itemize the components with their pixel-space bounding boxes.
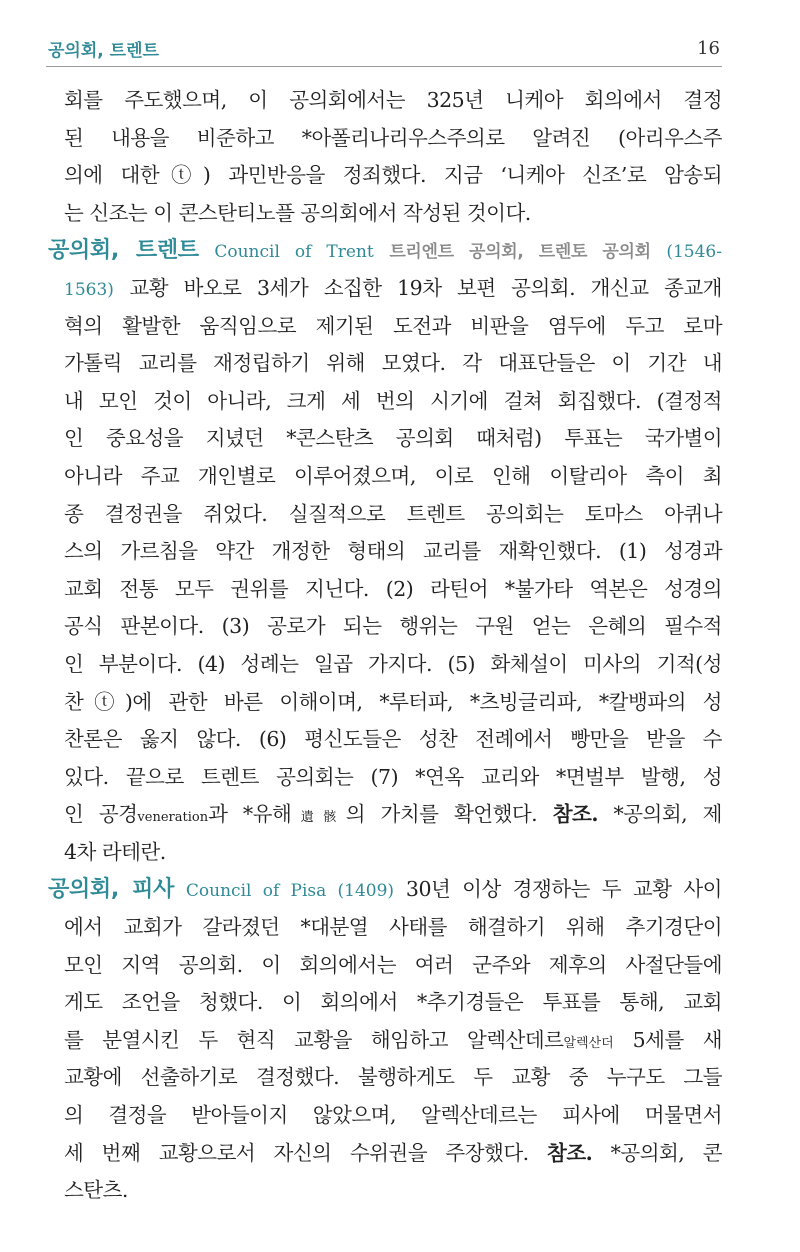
gloss: 알렉산더 [563,1035,614,1051]
entry-heading-line [48,232,722,270]
see-also-label: 참조. [552,802,598,827]
text-line [48,796,722,834]
gloss: veneration [137,810,209,826]
page-body [48,82,722,1210]
entry-english: Council of Trent [214,242,374,263]
text-line: 스의 가르침을 약간 개정한 형태의 교리를 재확인했다. (1) 성경과 [64,539,722,564]
page-number: 16 [697,38,720,59]
text-span: 교황 바오로 3세가 소집한 19차 보편 공의회. 개신교 종교개 [113,275,722,300]
text-line: 있다. 끝으로 트렌트 공의회는 (7) *연옥 교리와 *면벌부 발행, 성 [64,764,722,789]
text-span: 30년 이상 경쟁하는 두 교황 사이 [394,877,722,902]
text-span: 과 *유해 [208,802,292,827]
entry-alt-names: 트리엔트 공의회, 트렌토 공의회 [389,242,651,263]
see-also-label: 참조. [547,1140,593,1165]
text-span: 의 가치를 확언했다. [345,802,553,827]
text-span: 를 분열시킨 두 현직 교황을 해임하고 알렉산데르 [64,1027,564,1052]
entry-term: 공의회, 트렌트 [48,238,199,264]
text-line: 내 모인 것이 아니라, 크게 세 번의 시기에 걸쳐 회집했다. (결정적 [64,388,722,413]
running-header [46,36,722,67]
text-line: 교회 전통 모두 권위를 지닌다. (2) 라틴어 *불가타 역본은 성경의 [64,576,722,601]
text-line: 가톨릭 교리를 재정립하기 위해 모였다. 각 대표단들은 이 기간 내 [64,351,722,376]
gloss: 遺骸 [291,810,346,826]
header-title: 공의회, 트렌트 [48,41,159,61]
text-line: 아니라 주교 개인별로 이루어졌으며, 이로 인해 이탈리아 측이 최 [64,463,722,488]
text-line [48,1135,722,1173]
text-line: 찬론은 옳지 않다. (6) 평신도들은 성찬 전례에서 빵만을 받을 수 [64,727,722,752]
text-span: 세 번째 교황으로서 자신의 수위권을 주장했다. [64,1140,548,1165]
text-line: 인 부분이다. (4) 성례는 일곱 가지다. (5) 화체설이 미사의 기적(성 [64,651,722,676]
text-line: 인 중요성을 지녔던 *콘스탄츠 공의회 때처럼) 투표는 국가별이 [64,426,722,451]
text-line: 회를 주도했으며, 이 공의회에서는 325년 니케아 회의에서 결정 [64,88,722,112]
text-line: 된 내용을 비준하고 *아폴리나리우스주의로 알려진 (아리우스주 [64,125,722,150]
text-line: 종 결정권을 쥐었다. 실질적으로 트렌트 공의회는 토마스 아퀴나 [64,501,722,526]
text-line: 는 신조는 이 콘스탄티노플 공의회에서 작성된 것이다. [64,200,531,225]
text-span: *공의회, 콘 [592,1140,722,1165]
text-line: 의에 대한ⓣ) 과민반응을 정죄했다. 지금 ‘니케아 신조’로 암송되 [64,163,722,188]
entry-date: (1546- [666,242,722,263]
text-span: *공의회, 제 [597,802,722,827]
text-line: 스탄츠. [64,1178,128,1203]
entry-heading-line [48,871,722,909]
text-line [48,270,722,308]
text-line: 게도 조언을 청했다. 이 회의에서 *추기경들은 투표를 통해, 교회 [64,990,722,1015]
text-line [48,1022,722,1060]
text-line: 혁의 활발한 움직임으로 제기된 도전과 비판을 염두에 두고 로마 [64,313,722,338]
entry-date: 1563) [64,279,114,300]
entry-english: Council of Pisa (1409) [185,881,395,902]
text-line: 모인 지역 공의회. 이 회의에서는 여러 군주와 제후의 사절단들에 [64,952,722,977]
text-span: 인 공경 [64,802,138,827]
text-line: 에서 교회가 갈라졌던 *대분열 사태를 해결하기 위해 추기경단이 [64,915,722,940]
text-line: 공식 판본이다. (3) 공로가 되는 행위는 구원 얻는 은혜의 필수적 [64,614,722,639]
text-line: 4차 라테란. [64,839,166,864]
text-line: 의 결정을 받아들이지 않았으며, 알렉산데르는 피사에 머물면서 [64,1103,722,1128]
text-line: 교황에 선출하기로 결정했다. 불행하게도 두 교황 중 누구도 그들 [64,1065,722,1090]
text-line: 찬ⓣ)에 관한 바른 이해이며, *루터파, *츠빙글리파, *칼뱅파의 성 [64,689,722,714]
entry-term: 공의회, 피사 [48,877,175,903]
text-span: 5세를 새 [613,1027,722,1052]
